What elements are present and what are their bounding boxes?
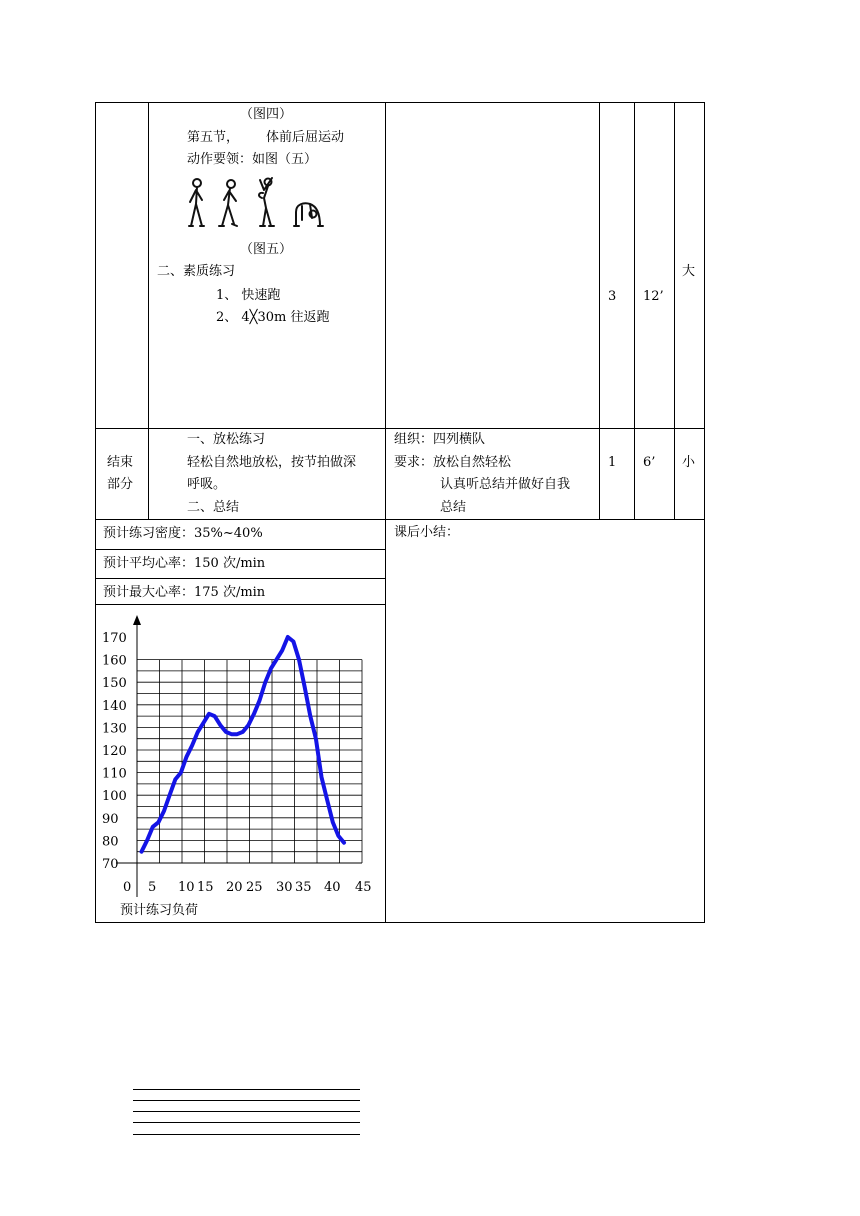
row-divider [95, 578, 386, 579]
end-intensity: 小 [682, 455, 696, 470]
blank-line [133, 1089, 360, 1090]
y-tick-label: 160 [102, 653, 127, 669]
y-tick-label: 130 [102, 721, 127, 737]
end-content-3: 呼吸。 [187, 477, 227, 492]
y-tick-label: 110 [102, 766, 127, 782]
figure-5-caption: （图五） [240, 242, 293, 257]
main-count: 3 [608, 289, 617, 304]
max-heart-rate: 预计最大心率：175 次/min [103, 585, 266, 600]
x-tick-label: 10 [178, 880, 195, 895]
x-tick-label: 40 [324, 880, 341, 895]
x-tick-label: 5 [148, 880, 157, 895]
table-border-bottom [95, 922, 705, 923]
exercise-item-2: 2、 4╳30m 往返跑 [216, 310, 330, 325]
x-tick-label: 25 [246, 880, 263, 895]
main-intensity: 大 [682, 264, 696, 279]
y-tick-label: 100 [102, 789, 127, 805]
row-divider [95, 549, 386, 550]
exercise-figure-5-illustration [184, 176, 330, 230]
main-time: 12’ [643, 289, 664, 304]
y-tick-label: 170 [102, 631, 127, 646]
y-tick-label: 150 [102, 676, 127, 692]
end-content-4: 二、总结 [187, 500, 240, 515]
y-tick-label: 70 [102, 857, 119, 872]
end-count: 1 [608, 455, 617, 470]
y-tick-label: 80 [102, 834, 119, 850]
col-divider [385, 102, 386, 923]
x-tick-label: 15 [197, 880, 214, 895]
col-divider [148, 102, 149, 520]
x-tick-label: 45 [355, 880, 372, 895]
figure-4-caption: （图四） [240, 107, 293, 122]
y-tick-label: 140 [102, 698, 127, 714]
part-2-title: 二、素质练习 [157, 264, 236, 279]
blank-line [133, 1122, 360, 1123]
end-section-label-line1: 结束 [107, 455, 134, 470]
heart-rate-chart [96, 605, 384, 921]
col-divider [599, 102, 600, 520]
section-5-title: 第五节， [187, 130, 240, 145]
end-content-2: 轻松自然地放松，按节拍做深 [187, 455, 357, 470]
col-divider [674, 102, 675, 520]
x-tick-label: 20 [226, 880, 243, 895]
end-organization-1: 组织：四列横队 [394, 432, 486, 447]
exercise-item-1: 1、 快速跑 [216, 288, 281, 303]
col-divider [634, 102, 635, 520]
x-tick-label: 30 [276, 880, 293, 895]
end-organization-2: 要求：放松自然轻松 [394, 455, 512, 470]
x-tick-label: 35 [295, 880, 312, 895]
y-tick-label: 90 [102, 811, 119, 827]
table-border-right [704, 102, 705, 923]
average-heart-rate: 预计平均心率：150 次/min [103, 556, 266, 571]
action-essentials: 动作要领：如图（五） [187, 152, 318, 167]
y-tick-label: 120 [102, 744, 127, 759]
row-divider [95, 428, 705, 429]
end-organization-4: 总结 [440, 500, 467, 515]
practice-density: 预计练习密度：35%~40% [103, 526, 263, 541]
end-content-1: 一、放松练习 [187, 432, 266, 447]
blank-line [133, 1100, 360, 1101]
chart-xlabel: 预计练习负荷 [120, 903, 199, 918]
x-tick-label: 0 [123, 880, 132, 895]
end-section-label-line2: 部分 [107, 477, 134, 492]
heart-rate-series-line [142, 637, 345, 852]
blank-line [133, 1111, 360, 1112]
end-time: 6’ [643, 455, 656, 470]
after-class-summary-label: 课后小结： [394, 525, 460, 540]
y-axis-arrow [133, 615, 141, 625]
section-5-name: 体前后屈运动 [266, 130, 345, 145]
blank-line [133, 1134, 360, 1135]
table-border-top [95, 102, 705, 103]
row-divider [95, 519, 705, 520]
end-organization-3: 认真听总结并做好自我 [440, 477, 571, 492]
